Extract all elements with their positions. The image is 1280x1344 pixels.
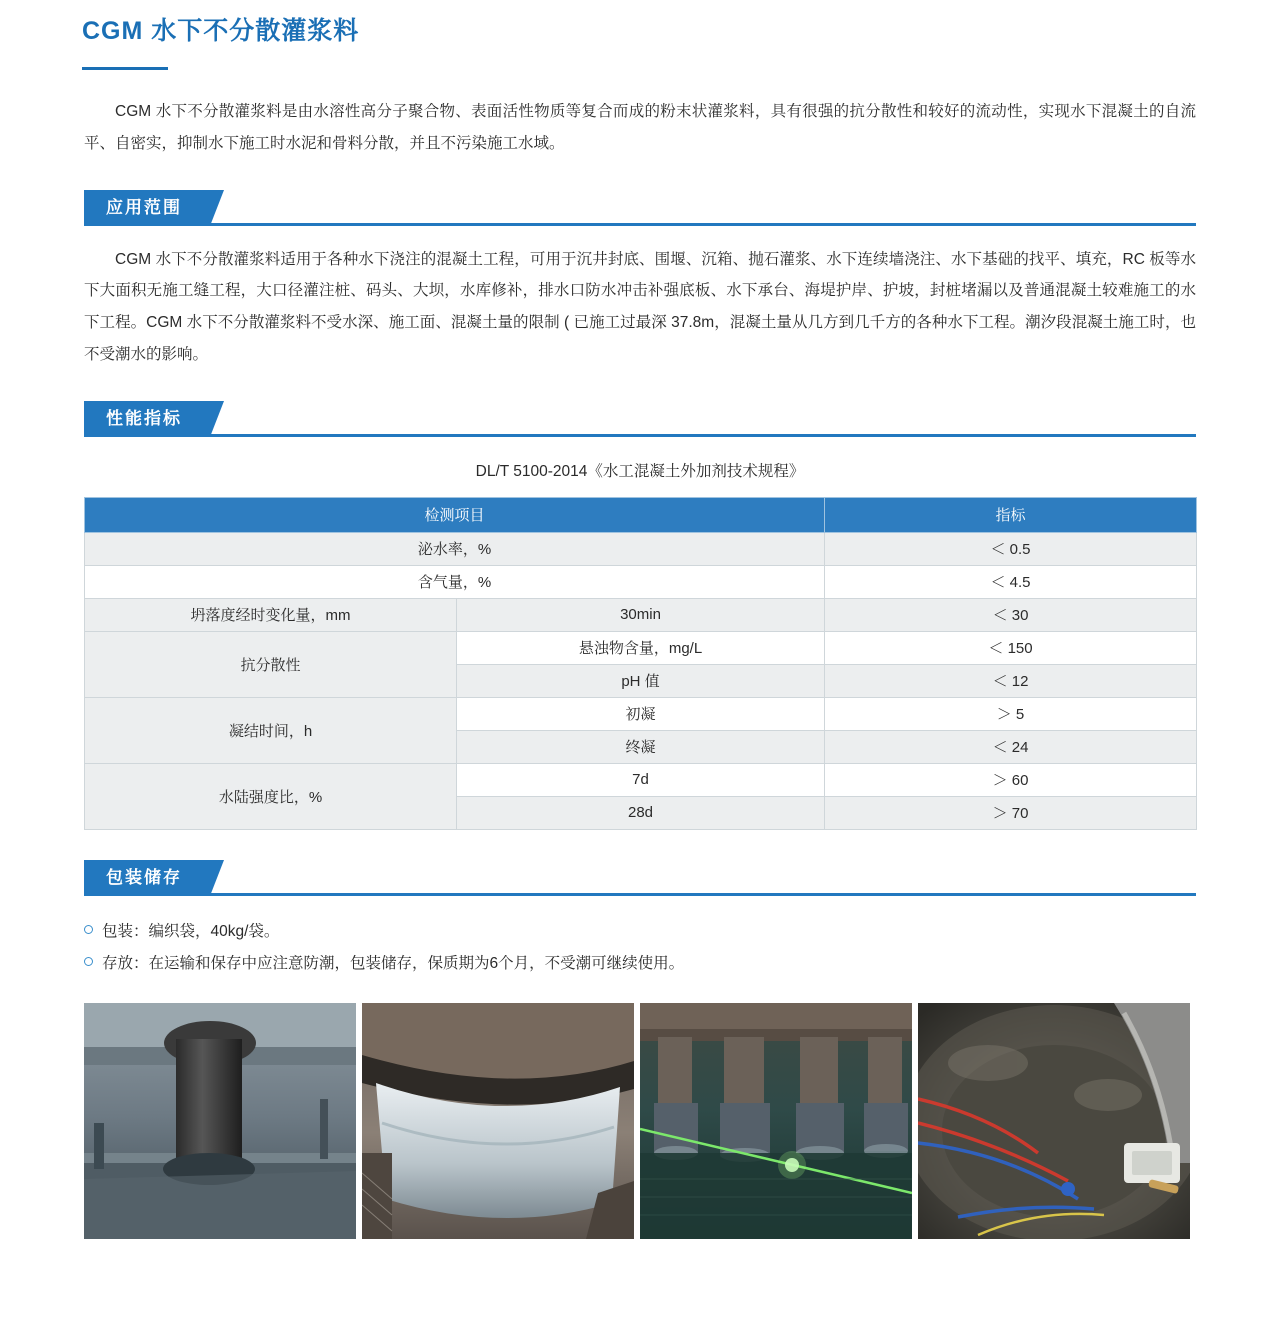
packaging-item-text: 包装：编织袋，40kg/袋。 bbox=[102, 922, 280, 940]
table-row bbox=[85, 598, 1197, 631]
table-header-item: 检测项目 bbox=[85, 497, 825, 532]
table-row bbox=[85, 763, 1197, 796]
section-header-performance bbox=[84, 401, 1196, 437]
section-title-performance: 性能指标 bbox=[84, 401, 210, 437]
cell-air-content-name: 含气量，% bbox=[85, 565, 825, 598]
list-item bbox=[84, 916, 1196, 949]
cell-slump-loss-sub: 30min bbox=[457, 598, 825, 631]
cell-bleeding-rate-value: ＜ 0.5 bbox=[825, 532, 1197, 565]
pile-repair-closeup-photo bbox=[362, 1003, 634, 1239]
cell-initial-set-sub: 初凝 bbox=[457, 697, 825, 730]
cell-final-set-value: ＜ 24 bbox=[825, 730, 1197, 763]
table-header-row bbox=[85, 497, 1197, 532]
bridge-piers-in-water-photo bbox=[640, 1003, 912, 1239]
cell-suspended-solids-value: ＜ 150 bbox=[825, 631, 1197, 664]
underwater-pier-column-photo bbox=[84, 1003, 356, 1239]
table-row bbox=[85, 532, 1197, 565]
section-application-scope bbox=[0, 190, 1280, 371]
title-block bbox=[0, 0, 1280, 70]
cell-suspended-solids-sub: 悬浊物含量，mg/L bbox=[457, 631, 825, 664]
photo-graphic bbox=[362, 1003, 634, 1239]
shaft-bottom-grouting-photo bbox=[918, 1003, 1190, 1239]
page-title: CGM 水下不分散灌浆料 bbox=[82, 17, 360, 45]
section-baseline bbox=[84, 893, 1196, 896]
list-item bbox=[84, 948, 1196, 981]
table-caption: DL/T 5100-2014《水工混凝土外加剂技术规程》 bbox=[475, 462, 805, 480]
circle-bullet-icon bbox=[84, 925, 102, 936]
table-row bbox=[85, 697, 1197, 730]
cell-anti-dispersion-name: 抗分散性 bbox=[85, 631, 457, 697]
storage-item-text: 存放：在运输和保存中应注意防潮，包装储存，保质期为6个月，不受潮可继续使用。 bbox=[102, 955, 685, 973]
section-baseline bbox=[84, 434, 1196, 437]
cell-slump-loss-name: 坍落度经时变化量，mm bbox=[85, 598, 457, 631]
section-packaging-storage bbox=[0, 860, 1280, 981]
table-row bbox=[85, 565, 1197, 598]
cell-air-content-value: ＜ 4.5 bbox=[825, 565, 1197, 598]
cell-slump-loss-value: ＜ 30 bbox=[825, 598, 1197, 631]
table-header-index: 指标 bbox=[825, 497, 1197, 532]
intro-paragraph: CGM 水下不分散灌浆料是由水溶性高分子聚合物、表面活性物质等复合而成的粉末状灌浆料，具有很强的抗分散性和较好的流动性，实现水下混凝土的自流平、自密实，抑制水下施工时水泥和骨料分散，并且不污染施工水域。 bbox=[84, 103, 1196, 152]
cell-28d-sub: 28d bbox=[457, 796, 825, 829]
cell-setting-time-name: 凝结时间，h bbox=[85, 697, 457, 763]
section-title-application-scope: 应用范围 bbox=[84, 190, 210, 226]
performance-table bbox=[84, 497, 1197, 830]
section-baseline bbox=[84, 223, 1196, 226]
circle-bullet-icon bbox=[84, 957, 102, 968]
photo-graphic bbox=[918, 1003, 1190, 1239]
section-performance bbox=[0, 401, 1280, 830]
cell-strength-ratio-name: 水陆强度比，% bbox=[85, 763, 457, 829]
application-scope-body: CGM 水下不分散灌浆料适用于各种水下浇注的混凝土工程，可用于沉井封底、围堰、沉箱、抛石灌浆、水下连续墙浇注、水下基础的找平、填充，RC 板等水下大面积无施工缝工程，大口径灌注桩、码头、大坝，水库修补，排水口防水冲击补强底板、水下承台、海堤护岸、护坡，封桩堵漏以及普通混凝土较难施工的水下工程。CGM 水下不分散灌浆料不受水深、施工面、混凝土量的限制 ( 已施工过最深 37.8m，混凝土量从几方到几千方的各种水下工程。潮汐段混凝土施工时，也不受潮水的影响。 bbox=[84, 250, 1196, 363]
cell-7d-value: ＞ 60 bbox=[825, 763, 1197, 796]
photo-graphic bbox=[640, 1003, 912, 1239]
section-title-packaging-storage: 包装储存 bbox=[84, 860, 210, 896]
cell-bleeding-rate-name: 泌水率，% bbox=[85, 532, 825, 565]
title-underline bbox=[82, 67, 168, 70]
section-header-application-scope bbox=[84, 190, 1196, 226]
packaging-list bbox=[84, 916, 1196, 981]
photo-strip bbox=[84, 1003, 1196, 1239]
cell-final-set-sub: 终凝 bbox=[457, 730, 825, 763]
photo-graphic bbox=[84, 1003, 356, 1239]
section-header-packaging-storage bbox=[84, 860, 1196, 896]
cell-initial-set-value: ＞ 5 bbox=[825, 697, 1197, 730]
cell-7d-sub: 7d bbox=[457, 763, 825, 796]
cell-ph-value: ＜ 12 bbox=[825, 664, 1197, 697]
cell-ph-sub: pH 值 bbox=[457, 664, 825, 697]
table-row bbox=[85, 631, 1197, 664]
cell-28d-value: ＞ 70 bbox=[825, 796, 1197, 829]
